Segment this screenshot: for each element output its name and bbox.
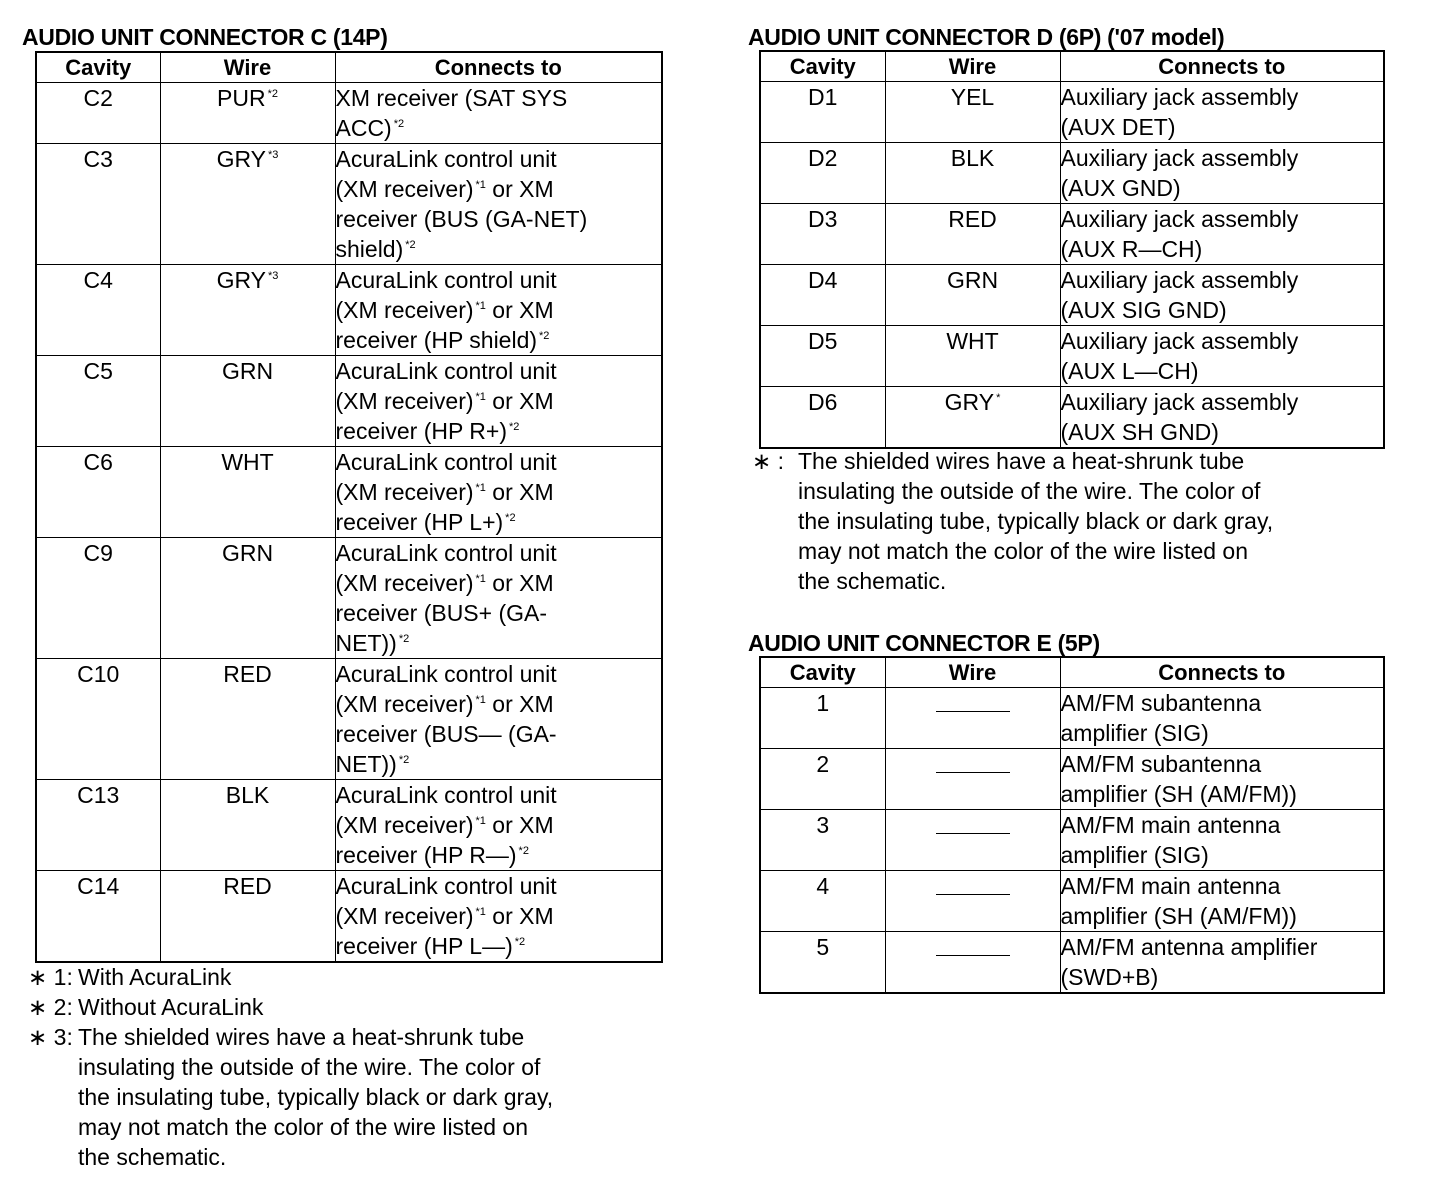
wire-color: RED — [223, 873, 272, 899]
header-cavity: Cavity — [760, 657, 885, 688]
header-wire: Wire — [885, 657, 1060, 688]
connects-to-text: AcuraLink control unit — [335, 146, 557, 172]
connects-to-text: AM/FM main antenna — [1060, 812, 1281, 838]
connects-to-text: AcuraLink control unit — [335, 267, 557, 293]
connects-to-text: amplifier (SIG) — [1060, 720, 1209, 746]
table-row — [760, 749, 1384, 810]
wire-color: WHT — [946, 328, 999, 354]
footnote-mark: *1 — [475, 300, 486, 312]
footnote-mark: *2 — [518, 845, 529, 857]
wire-color: BLK — [225, 782, 270, 808]
table-row — [36, 144, 662, 265]
footnote-marker: ∗ 3: — [28, 1024, 73, 1050]
connects-to-line — [336, 234, 662, 264]
connects-to-text: (XM receiver) — [335, 812, 474, 838]
footnote-text: The shielded wires have a heat-shrunk tube — [78, 1024, 525, 1050]
connects-to-cell — [335, 780, 662, 871]
header-wire: Wire — [885, 51, 1060, 82]
footnote-text: insulating the outside of the wire. The color of — [78, 1054, 541, 1080]
wire-color: WHT — [221, 449, 274, 475]
connects-to-line — [336, 113, 662, 143]
connector-e-table — [759, 656, 1385, 994]
header-connects-to: Connects to — [1060, 51, 1384, 82]
connects-to-text: (AUX DET) — [1060, 114, 1176, 140]
cavity-cell: 4 — [760, 871, 885, 932]
connects-to-line — [1061, 810, 1384, 840]
connects-to-text: (XM receiver) — [335, 176, 474, 202]
footnote-mark: *2 — [405, 239, 416, 251]
connects-to-text: receiver (BUS— (GA- — [335, 721, 557, 747]
wire-footnote-mark: *3 — [268, 149, 279, 161]
connects-to-line — [1061, 356, 1384, 386]
connects-to-cell — [335, 265, 662, 356]
footnote-text: Without AcuraLink — [78, 994, 264, 1020]
connects-to-text: Auxiliary jack assembly — [1060, 389, 1299, 415]
connector-e-title: AUDIO UNIT CONNECTOR E (5P) — [748, 630, 1100, 656]
connects-to-line — [336, 840, 662, 870]
connects-to-text: AM/FM main antenna — [1060, 873, 1281, 899]
connects-to-text: or XM — [485, 297, 554, 323]
connects-to-cell — [335, 538, 662, 659]
connects-to-line — [336, 447, 662, 477]
connects-to-text: (AUX SIG GND) — [1060, 297, 1227, 323]
table-row — [760, 387, 1384, 449]
footnote-mark: *1 — [475, 482, 486, 494]
wire-cell — [160, 356, 335, 447]
connects-to-text: receiver (BUS (GA-NET) — [335, 206, 588, 232]
footnote-mark: *2 — [539, 330, 550, 342]
table-row — [760, 932, 1384, 994]
footnote-text: the insulating tube, typically black or dark gray, — [798, 508, 1274, 534]
connects-to-text: AcuraLink control unit — [335, 873, 557, 899]
connects-to-line — [336, 659, 662, 689]
connects-to-text: Auxiliary jack assembly — [1060, 206, 1299, 232]
footnote-mark: *2 — [398, 754, 410, 766]
connects-to-cell — [1060, 143, 1384, 204]
cavity-cell: D3 — [760, 204, 885, 265]
wire-cell — [160, 538, 335, 659]
connects-to-cell — [335, 871, 662, 963]
connects-to-line — [336, 325, 662, 355]
connects-to-line — [1061, 901, 1384, 931]
table-row — [760, 326, 1384, 387]
wire-cell — [885, 688, 1060, 749]
connects-to-text: AM/FM antenna amplifier — [1060, 934, 1318, 960]
connects-to-text: Auxiliary jack assembly — [1060, 145, 1299, 171]
connects-to-line — [1061, 932, 1384, 962]
connects-to-line — [336, 265, 662, 295]
connects-to-line — [336, 598, 662, 628]
connects-to-text: (AUX L—CH) — [1060, 358, 1199, 384]
footnote-mark: *2 — [393, 118, 405, 130]
cavity-cell: 1 — [760, 688, 885, 749]
table-row — [36, 265, 662, 356]
connects-to-line — [336, 386, 662, 416]
wire-cell — [160, 871, 335, 963]
table-row — [760, 82, 1384, 143]
wire-cell — [885, 204, 1060, 265]
connects-to-line — [1061, 718, 1384, 748]
connects-to-text: AcuraLink control unit — [335, 358, 557, 384]
connects-to-text: NET)) — [335, 630, 397, 656]
table-row — [36, 659, 662, 780]
footnote-text: the insulating tube, typically black or dark gray, — [78, 1084, 554, 1110]
connects-to-line — [336, 538, 662, 568]
footnote-text: With AcuraLink — [78, 964, 232, 990]
connects-to-line — [336, 83, 662, 113]
connects-to-text: (XM receiver) — [335, 388, 474, 414]
connects-to-cell — [335, 356, 662, 447]
connects-to-line — [336, 931, 662, 961]
connects-to-line — [336, 628, 662, 658]
connects-to-line — [336, 749, 662, 779]
connects-to-text: NET)) — [335, 751, 397, 777]
connects-to-line — [1061, 871, 1384, 901]
connects-to-line — [336, 477, 662, 507]
no-wire-dash — [936, 833, 1010, 834]
footnote-mark: *1 — [475, 391, 486, 403]
wire-cell — [885, 265, 1060, 326]
wire-color: GRN — [946, 267, 999, 293]
connects-to-line — [336, 719, 662, 749]
connects-to-text: receiver (HP R—) — [335, 842, 517, 868]
connector-c-table — [35, 51, 663, 963]
footnote-text: may not match the color of the wire listed on — [78, 1114, 528, 1140]
table-row — [36, 780, 662, 871]
footnote-text: The shielded wires have a heat-shrunk tube — [798, 448, 1245, 474]
connects-to-text: receiver (BUS+ (GA- — [335, 600, 548, 626]
cavity-cell: C3 — [36, 144, 160, 265]
wire-footnote-mark: *3 — [268, 270, 279, 282]
wire-cell — [160, 447, 335, 538]
table-row — [36, 447, 662, 538]
wire-footnote-mark: *2 — [267, 88, 278, 100]
cavity-cell: 2 — [760, 749, 885, 810]
connects-to-line — [336, 810, 662, 840]
connects-to-cell — [1060, 265, 1384, 326]
footnote-text: insulating the outside of the wire. The color of — [798, 478, 1261, 504]
connects-to-text: receiver (HP R+) — [335, 418, 507, 444]
connects-to-line — [1061, 779, 1384, 809]
connects-to-line — [1061, 204, 1384, 234]
connects-to-text: (XM receiver) — [335, 479, 474, 505]
cavity-cell: D5 — [760, 326, 885, 387]
connects-to-cell — [1060, 932, 1384, 994]
cavity-cell: 5 — [760, 932, 885, 994]
wire-cell — [160, 144, 335, 265]
table-row — [760, 143, 1384, 204]
footnote-mark: *1 — [475, 694, 486, 706]
wire-color: GRY — [216, 146, 267, 172]
cavity-cell: D6 — [760, 387, 885, 449]
cavity-cell: C2 — [36, 83, 160, 144]
connects-to-text: amplifier (SH (AM/FM)) — [1060, 781, 1297, 807]
connects-to-line — [336, 871, 662, 901]
connects-to-line — [336, 780, 662, 810]
wire-color: GRY — [944, 389, 995, 415]
connects-to-text: XM receiver (SAT SYS — [335, 85, 568, 111]
connects-to-text: or XM — [485, 388, 554, 414]
connects-to-line — [336, 901, 662, 931]
connects-to-text: (XM receiver) — [335, 297, 474, 323]
connects-to-cell — [1060, 749, 1384, 810]
connects-to-text: amplifier (SH (AM/FM)) — [1060, 903, 1297, 929]
connects-to-line — [336, 204, 662, 234]
connects-to-text: (SWD+B) — [1060, 964, 1159, 990]
connects-to-line — [336, 295, 662, 325]
connects-to-line — [1061, 387, 1384, 417]
cavity-cell: C14 — [36, 871, 160, 963]
wire-cell — [885, 387, 1060, 449]
connects-to-cell — [335, 659, 662, 780]
connects-to-text: Auxiliary jack assembly — [1060, 84, 1299, 110]
wire-cell — [885, 810, 1060, 871]
connects-to-text: or XM — [485, 176, 554, 202]
connects-to-line — [1061, 417, 1384, 447]
connects-to-text: Auxiliary jack assembly — [1060, 328, 1299, 354]
wire-color: RED — [223, 661, 272, 687]
connects-to-text: (XM receiver) — [335, 570, 474, 596]
connects-to-line — [336, 507, 662, 537]
connects-to-cell — [1060, 688, 1384, 749]
connects-to-text: or XM — [485, 812, 554, 838]
header-connects-to: Connects to — [335, 52, 662, 83]
cavity-cell: D1 — [760, 82, 885, 143]
footnote-mark: *2 — [508, 421, 520, 433]
connects-to-line — [1061, 173, 1384, 203]
connector-c-title: AUDIO UNIT CONNECTOR C (14P) — [22, 24, 388, 50]
connects-to-text: or XM — [485, 903, 554, 929]
cavity-cell: D2 — [760, 143, 885, 204]
wire-cell — [885, 143, 1060, 204]
header-connects-to: Connects to — [1060, 657, 1384, 688]
connects-to-line — [336, 144, 662, 174]
wire-cell — [885, 82, 1060, 143]
connects-to-text: or XM — [485, 570, 554, 596]
header-wire: Wire — [160, 52, 335, 83]
table-row — [760, 810, 1384, 871]
connects-to-text: amplifier (SIG) — [1060, 842, 1209, 868]
connects-to-line — [336, 416, 662, 446]
wire-cell — [160, 780, 335, 871]
connects-to-cell — [1060, 810, 1384, 871]
cavity-cell: C10 — [36, 659, 160, 780]
footnote-text: may not match the color of the wire listed on — [798, 538, 1248, 564]
table-row — [760, 871, 1384, 932]
no-wire-dash — [936, 955, 1010, 956]
wire-color: YEL — [950, 84, 995, 110]
wire-color: GRN — [221, 358, 274, 384]
connects-to-text: receiver (HP shield) — [335, 327, 538, 353]
connects-to-cell — [1060, 387, 1384, 449]
connects-to-text: ACC) — [335, 115, 392, 141]
connects-to-cell — [335, 144, 662, 265]
cavity-cell: 3 — [760, 810, 885, 871]
table-row — [760, 265, 1384, 326]
connects-to-cell — [1060, 326, 1384, 387]
connects-to-text: AcuraLink control unit — [335, 782, 557, 808]
table-row — [760, 688, 1384, 749]
wire-color: RED — [948, 206, 997, 232]
connects-to-text: or XM — [485, 691, 554, 717]
footnote-mark: *2 — [505, 512, 516, 524]
wire-footnote-mark: * — [996, 392, 1001, 404]
wire-color: PUR — [217, 85, 266, 111]
footnote-mark: *2 — [514, 936, 526, 948]
wire-cell — [160, 265, 335, 356]
connects-to-cell — [335, 83, 662, 144]
cavity-cell: C6 — [36, 447, 160, 538]
connects-to-line — [1061, 326, 1384, 356]
connects-to-line — [336, 174, 662, 204]
connects-to-cell — [1060, 204, 1384, 265]
connects-to-line — [1061, 749, 1384, 779]
cavity-cell: C5 — [36, 356, 160, 447]
wire-cell — [160, 83, 335, 144]
connects-to-cell — [1060, 82, 1384, 143]
connects-to-text: receiver (HP L—) — [335, 933, 513, 959]
wire-cell — [885, 932, 1060, 994]
cavity-cell: C13 — [36, 780, 160, 871]
header-cavity: Cavity — [760, 51, 885, 82]
footnote-text: the schematic. — [798, 568, 947, 594]
table-row — [760, 204, 1384, 265]
connects-to-text: AcuraLink control unit — [335, 540, 557, 566]
table-row — [36, 538, 662, 659]
wire-cell — [885, 326, 1060, 387]
table-row — [36, 871, 662, 963]
connects-to-line — [1061, 688, 1384, 718]
connects-to-line — [336, 689, 662, 719]
no-wire-dash — [936, 711, 1010, 712]
connects-to-text: receiver (HP L+) — [335, 509, 504, 535]
connects-to-line — [1061, 265, 1384, 295]
connects-to-text: AM/FM subantenna — [1060, 690, 1262, 716]
wire-cell — [160, 659, 335, 780]
footnote-mark: *2 — [398, 633, 410, 645]
header-cavity: Cavity — [36, 52, 160, 83]
connects-to-text: AcuraLink control unit — [335, 449, 557, 475]
footnote-mark: *1 — [475, 906, 486, 918]
no-wire-dash — [936, 772, 1010, 773]
connects-to-cell — [1060, 871, 1384, 932]
connects-to-text: Auxiliary jack assembly — [1060, 267, 1299, 293]
footnote-text: the schematic. — [78, 1144, 227, 1170]
cavity-cell: C9 — [36, 538, 160, 659]
connects-to-line — [1061, 295, 1384, 325]
cavity-cell: C4 — [36, 265, 160, 356]
connects-to-line — [1061, 234, 1384, 264]
wire-color: GRY — [216, 267, 267, 293]
connects-to-line — [1061, 112, 1384, 142]
connector-d-table — [759, 50, 1385, 449]
wire-color: GRN — [221, 540, 274, 566]
connects-to-text: or XM — [485, 479, 554, 505]
connects-to-text: AM/FM subantenna — [1060, 751, 1262, 777]
connector-d-title: AUDIO UNIT CONNECTOR D (6P) ('07 model) — [748, 24, 1225, 50]
wire-cell — [885, 749, 1060, 810]
table-row — [36, 356, 662, 447]
cavity-cell: D4 — [760, 265, 885, 326]
connects-to-line — [1061, 82, 1384, 112]
connects-to-text: (AUX R—CH) — [1060, 236, 1203, 262]
connects-to-text: (AUX GND) — [1060, 175, 1181, 201]
footnote-marker: ∗ 2: — [28, 994, 73, 1020]
connects-to-line — [1061, 962, 1384, 992]
footnote-mark: *1 — [475, 573, 486, 585]
connects-to-line — [1061, 143, 1384, 173]
connects-to-text: (AUX SH GND) — [1060, 419, 1219, 445]
footnote-mark: *1 — [475, 815, 486, 827]
table-row — [36, 83, 662, 144]
no-wire-dash — [936, 894, 1010, 895]
footnote-mark: *1 — [475, 179, 486, 191]
wire-cell — [885, 871, 1060, 932]
connects-to-line — [1061, 840, 1384, 870]
connects-to-text: shield) — [335, 236, 404, 262]
footnote-marker: ∗ 1: — [28, 964, 73, 990]
connects-to-text: AcuraLink control unit — [335, 661, 557, 687]
connects-to-cell — [335, 447, 662, 538]
wire-color: BLK — [950, 145, 995, 171]
connects-to-text: (XM receiver) — [335, 903, 474, 929]
connects-to-line — [336, 356, 662, 386]
footnote-marker: ∗ : — [752, 448, 785, 474]
connects-to-text: (XM receiver) — [335, 691, 474, 717]
connects-to-line — [336, 568, 662, 598]
